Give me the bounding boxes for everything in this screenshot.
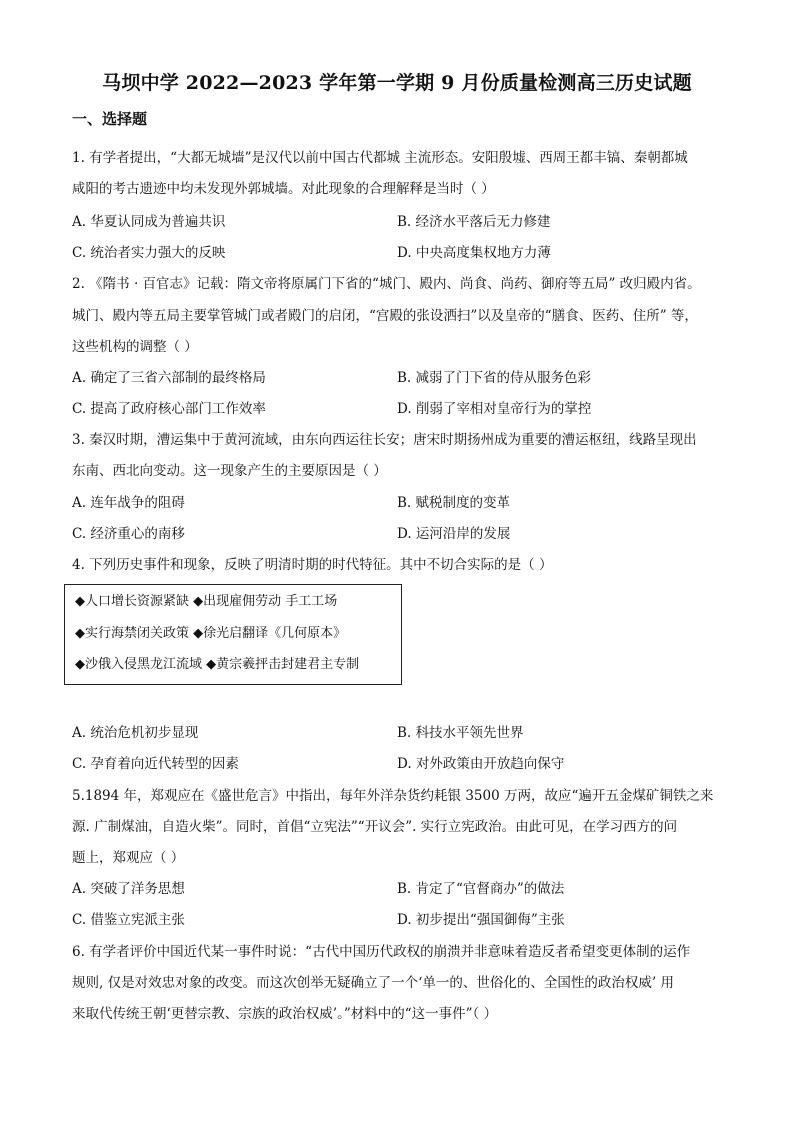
- q4-box-line: ◆实行海禁闭关政策 ◆徐光启翻译《几何原本》: [75, 626, 347, 641]
- q2-option-b: B. 减弱了门下省的侍从服务色彩: [397, 370, 592, 386]
- q4-box-line: ◆沙俄入侵黑龙江流域 ◆黄宗羲抨击封建君主专制: [75, 657, 360, 672]
- q6-stem-line: 来取代传统王朝‘更替宗教、宗族的政治权威’。”材料中的“这一事件”（ ）: [72, 1006, 498, 1022]
- q2-option-c: C. 提高了政府核心部门工作效率: [72, 401, 266, 417]
- section-heading: 一、选择题: [72, 110, 148, 128]
- q3-option-b: B. 赋税制度的变革: [397, 495, 511, 511]
- q5-stem-line: 题上，郑观应（ ）: [72, 850, 185, 866]
- q3-stem-line: 东南、西北向变动。这一现象产生的主要原因是（ ）: [72, 463, 387, 479]
- q2-option-a: A. 确定了三省六部制的最终格局: [72, 370, 266, 386]
- q3-option-c: C. 经济重心的南移: [72, 526, 185, 542]
- q4-material-box: [64, 584, 402, 685]
- q2-option-d: D. 削弱了宰相对皇帝行为的掌控: [397, 401, 592, 417]
- q4-stem-line: 4. 下列历史事件和现象，反映了明清时期的时代特征。其中不切合实际的是（ ）: [72, 557, 553, 573]
- q5-stem-line: 5.1894 年，郑观应在《盛世危言》中指出，每年外洋杂货约耗银 3500 万两，故应“遍开五金煤矿铜铁之来: [72, 788, 714, 804]
- q2-stem-line: 这些机构的调整（ ）: [72, 339, 198, 355]
- q4-option-d: D. 对外政策由开放趋向保守: [397, 756, 565, 772]
- q5-option-c: C. 借鉴立宪派主张: [72, 912, 185, 928]
- q3-stem-line: 3. 秦汉时期，漕运集中于黄河流域，由东向西运往长安；唐宋时期扬州成为重要的漕运枢纽，线路呈现出: [72, 432, 697, 448]
- q6-stem-line: 规则, 仅是对效忠对象的改变。而这次创举无疑确立了一个‘单一的、世俗化的、全国性的政治权威’ 用: [72, 975, 674, 991]
- q6-stem-line: 6. 有学者评价中国近代某一事件时说：“古代中国历代政权的崩溃并非意味着造反者希望变更体制的运作: [72, 944, 691, 960]
- q2-stem-line: 城门、殿内等五局主要掌管城门或者殿门的启闭，“宫殿的张设洒扫”以及皇帝的“膳食、医药、住所” 等，: [72, 308, 698, 324]
- q3-option-a: A. 连年战争的阻碍: [72, 495, 185, 511]
- q5-option-d: D. 初步提出“强国御侮”主张: [397, 912, 565, 928]
- q4-box-line: ◆人口增长资源紧缺 ◆出现雇佣劳动 手工工场: [75, 594, 338, 609]
- q1-option-c: C. 统治者实力强大的反映: [72, 245, 226, 261]
- q4-option-c: C. 孕育着向近代转型的因素: [72, 756, 239, 772]
- q5-option-b: B. 肯定了“官督商办”的做法: [397, 881, 565, 897]
- q3-option-d: D. 运河沿岸的发展: [397, 526, 511, 542]
- q1-stem-line: 1. 有学者提出，“大都无城墙”是汉代以前中国古代都城 主流形态。安阳殷墟、西周王都丰镐、秦朝都城: [72, 150, 688, 166]
- page-title: 马坝中学 2022—2023 学年第一学期 9 月份质量检测高三历史试题: [102, 72, 692, 94]
- q1-stem-line: 咸阳的考古遗迹中均未发现外郭城墙。对此现象的合理解释是当时（ ）: [72, 181, 495, 197]
- q5-stem-line: 源. 广制煤油，自造火柴”。同时，首倡“立宪法”“开议会”. 实行立宪政治。由此可见，在学习西方的问: [72, 819, 678, 835]
- q4-option-a: A. 统治危机初步显现: [72, 725, 199, 741]
- q1-option-b: B. 经济水平落后无力修建: [397, 214, 551, 230]
- q1-option-d: D. 中央高度集权地方力薄: [397, 245, 551, 261]
- q5-option-a: A. 突破了洋务思想: [72, 881, 185, 897]
- q1-option-a: A. 华夏认同成为普遍共识: [72, 214, 226, 230]
- q2-stem-line: 2. 《隋书 · 百官志》记载：隋文帝将原属门下省的“城门、殿内、尚食、尚药、御府等五局” 改归殿内省。: [72, 276, 701, 292]
- q4-option-b: B. 科技水平领先世界: [397, 725, 524, 741]
